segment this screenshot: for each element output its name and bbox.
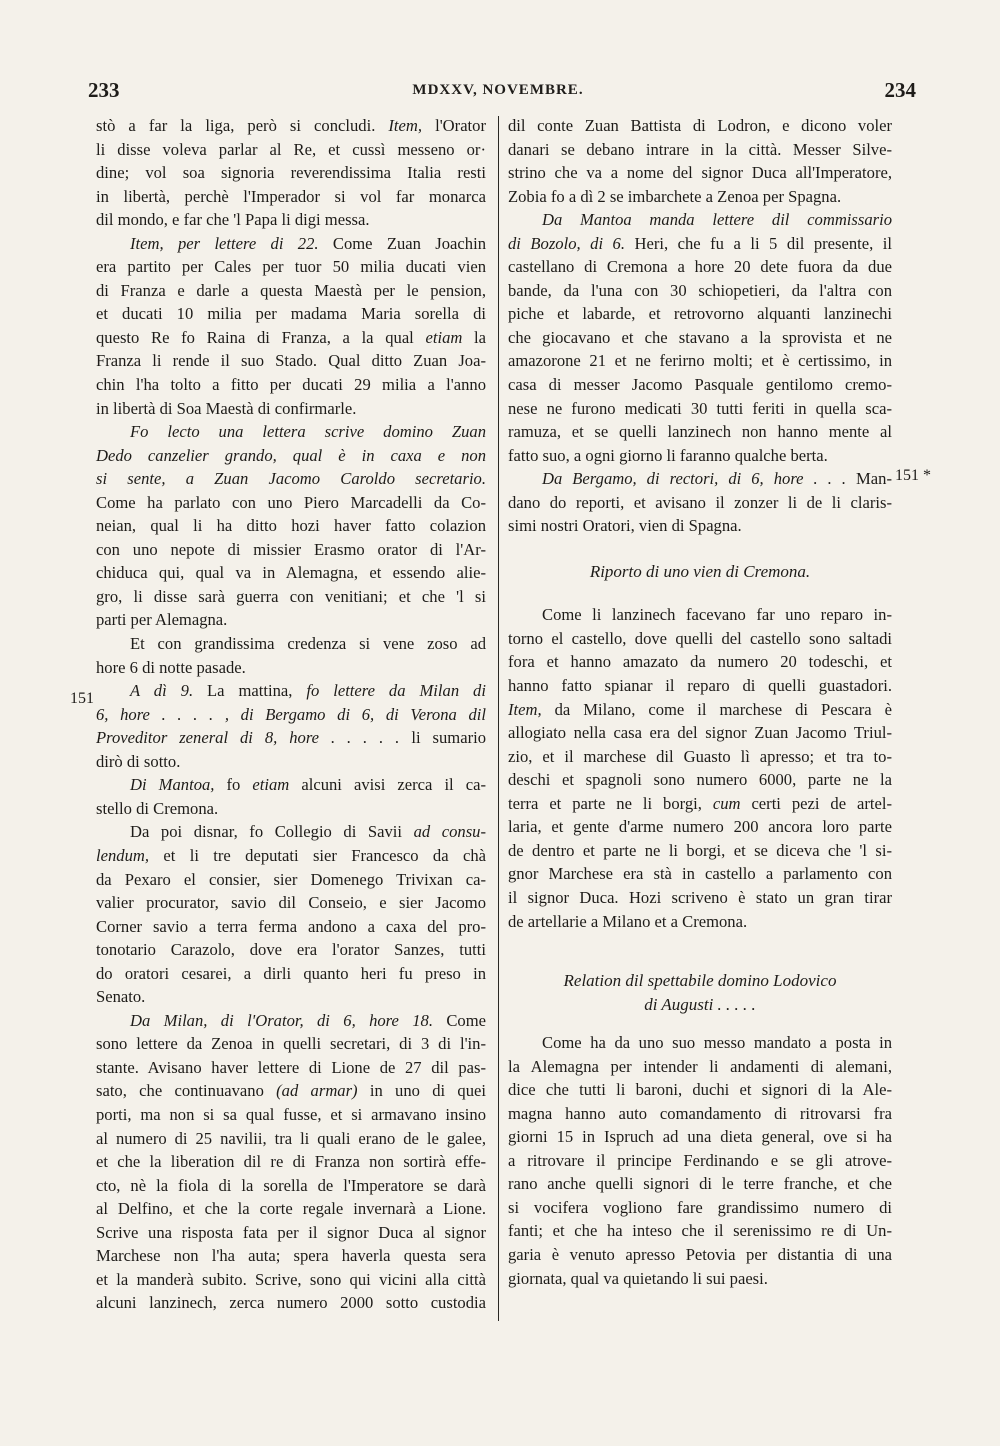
- text-line: tonotario Carazolo, dove era l'orator Sanzes, tutti: [96, 940, 486, 960]
- text-line: al numero di 25 navilii, tra li quali erano de le galee,: [96, 1128, 486, 1148]
- text-line: garia è venuto apresso Petovia per distantia di una: [508, 1244, 892, 1264]
- text-line: chiduca qui, qual va in Alemagna, et essendo alie-: [96, 563, 486, 583]
- text-line: piche et labarde, et retrovorno alquanti lanzinechi: [508, 304, 892, 324]
- text-line: Item, da Milano, come il marchese di Pescara è: [508, 699, 892, 719]
- text-line: il signor Duca. Hozi scriveno è stato un gran tirar: [508, 887, 892, 907]
- column-divider: [498, 116, 499, 1321]
- text-line: dirò di sotto.: [96, 751, 181, 771]
- right-column-section-c: [508, 1031, 892, 1290]
- text-line: Zobia fo a dì 2 se imbarchete a Zenoa per Spagna.: [508, 186, 842, 206]
- right-column-section-a: [508, 114, 892, 538]
- text-line: et che la liberation dil re di Franza non sortirà effe-: [96, 1152, 486, 1172]
- text-line: giornata, qual va quietando li sui paesi.: [508, 1268, 768, 1288]
- text-line: Come ha da uno suo messo mandato a posta in: [542, 1033, 892, 1053]
- text-line: Senato.: [96, 987, 146, 1007]
- text-line: era partito per Cales per tuor 50 milia ducati vien: [96, 257, 486, 277]
- text-line: in libertà di Soa Maestà di confirmarle.: [96, 398, 357, 418]
- text-line: Come ha parlato con uno Piero Marcadelli da Co-: [96, 492, 486, 512]
- right-margin-note: 151 *: [895, 467, 931, 484]
- text-line: Dedo canzelier grando, qual è in caxa e non: [96, 445, 486, 465]
- text-line: parti per Alemagna.: [96, 610, 228, 630]
- right-page-number: 234: [884, 78, 916, 102]
- text-line: et ducati 10 milia per madama Maria sorella di: [96, 304, 486, 324]
- text-line: dil mondo, e far che 'l Papa li digi messa.: [96, 210, 370, 230]
- text-line: fanti; et che ha inteso che il serenissimo re di Un-: [508, 1221, 892, 1241]
- text-line: nese ne furono medicati 30 tutti feriti in quella sca-: [508, 398, 892, 418]
- text-line: fatto suo, a ogni giorno li faranno qualche berta.: [508, 445, 828, 465]
- text-line: dano do reporti, et avisano il zonzer li de li claris-: [508, 492, 892, 512]
- text-line: porti, ma non si sa qual fusse, et si armavano insino: [96, 1104, 486, 1124]
- text-line: Franza li rende il suo Stado. Qual ditto Zuan Joa-: [96, 351, 486, 371]
- text-line: hanno fatto spianar il reparo di quelli guastadori.: [508, 676, 892, 696]
- text-line: stante. Avisano haver lettere di Lione de 27 dil pas-: [96, 1057, 486, 1077]
- text-line: dice che tutti li baroni, duchi et signori di la Ale-: [508, 1080, 892, 1100]
- text-line: sato, che continuavano (ad armar) in uno di quei: [96, 1081, 486, 1101]
- text-line: Da Milan, di l'Orator, di 6, hore 18. Come: [130, 1010, 486, 1030]
- text-line: con uno nepote di missier Erasmo orator di l'Ar-: [96, 539, 486, 559]
- text-line: Et con grandissima credenza si vene zoso ad: [130, 634, 486, 654]
- text-line: di Bozolo, di 6. Heri, che fu a li 5 dil presente, il: [508, 233, 892, 253]
- text-line: Da poi disnar, fo Collegio di Savii ad consu-: [130, 822, 486, 842]
- text-line: cto, nè la fiola di la sorella de l'Imperatore se darà: [96, 1175, 486, 1195]
- text-line: Item, per lettere di 22. Come Zuan Joachin: [130, 233, 486, 253]
- heading-line-1: Relation dil spettabile domino Lodovico: [563, 971, 837, 991]
- text-line: 6, hore . . . . , di Bergamo di 6, di Verona dil: [96, 704, 486, 724]
- running-title: MDXXV, NOVEMBRE.: [412, 82, 584, 98]
- text-line: fora et hanno amazato da numero 20 todeschi, et: [508, 652, 892, 672]
- page-header: [88, 78, 916, 108]
- text-line: deschi et spagnoli sono numero 6000, parte ne la: [508, 770, 892, 790]
- right-column-section-b: [508, 603, 892, 933]
- text-line: si sente, a Zuan Jacomo Caroldo secretario.: [96, 469, 486, 489]
- text-line: gnor Marchese era stà in castello a parlamento con: [508, 864, 892, 884]
- text-line: di Franza e darle a questa Maestà per le pension,: [96, 280, 486, 300]
- text-line: hore 6 di notte pasade.: [96, 657, 246, 677]
- text-line: gro, li disse sarà guerra con venitiani; et che 'l si: [96, 586, 486, 606]
- left-column: [96, 114, 486, 1315]
- text-line: de artellarie a Milano et a Cremona.: [508, 911, 748, 931]
- section-heading-relation: [508, 969, 892, 1017]
- left-page-number: 233: [88, 78, 120, 102]
- text-line: de dentro et parte ne li borgi, et se diceva che 'l si-: [508, 840, 892, 860]
- text-line: in libertà, perchè l'Imperador si vol far monarca: [96, 186, 486, 206]
- text-line: la Alemagna per intender li andamenti di alemani,: [508, 1056, 892, 1076]
- text-line: Proveditor zeneral di 8, hore . . . . . li sumario: [96, 728, 487, 748]
- text-line: dil conte Zuan Battista di Lodron, e dicono voler: [508, 116, 892, 135]
- text-line: Da Mantoa manda lettere dil commissario: [542, 210, 892, 230]
- right-column: [508, 114, 892, 1290]
- text-line: torno el castello, dove quelli del castello sono saltadi: [508, 628, 892, 648]
- text-line: A dì 9. La mattina, fo lettere da Milan di: [130, 681, 486, 701]
- text-line: neian, qual li ha ditto hozi haver fatto colazion: [96, 516, 486, 536]
- text-line: chin l'ha tolto a fitto per ducati 29 milia a l'anno: [96, 375, 486, 395]
- text-line: a ritrovare il principe Ferdinando e se gli atrove-: [508, 1150, 892, 1170]
- text-line: strino che va a nome del signor Duca all'Imperatore,: [508, 163, 892, 183]
- text-line: Di Mantoa, fo etiam alcuni avisi zerca il ca-: [130, 775, 486, 795]
- text-line: questo Re fo Raina di Franza, a la qual etiam la: [96, 327, 487, 347]
- text-line: Da Bergamo, di rectori, di 6, hore . . . Man-: [542, 469, 892, 489]
- text-line: Fo lecto una lettera scrive domino Zuan: [130, 422, 486, 442]
- text-line: stello di Cremona.: [96, 798, 219, 818]
- text-line: terra et parte ne li borgi, cum certi pezi de artel-: [508, 793, 893, 813]
- text-line: casa di messer Jacomo Pasquale gentilomo cremo-: [508, 375, 892, 395]
- text-line: Come li lanzinech facevano far uno reparo in-: [542, 605, 892, 625]
- text-line: simi nostri Oratori, vien di Spagna.: [508, 516, 742, 536]
- text-line: laria, et gente d'arme numero 200 ancora loro parte: [508, 817, 892, 837]
- text-line: Scrive una risposta fata per il signor Duca al signor: [96, 1222, 486, 1242]
- text-line: ramuza, et se quelli lanzinech non hanno mente al: [508, 422, 892, 442]
- text-line: bande, da l'una con 30 schiopetieri, da l'altra con: [508, 280, 892, 300]
- text-line: castellano di Cremona a hore 20 dete fuora da due: [508, 257, 892, 277]
- text-line: li disse voleva parlar al Re, et cussì messeno or·: [96, 139, 486, 159]
- text-line: dine; vol soa signoria reverendissima Italia resti: [96, 163, 486, 183]
- text-line: alcuni lanzinech, zerca numero 2000 sotto custodia: [96, 1293, 486, 1313]
- text-line: zio, et il marchese dil Guasto lì apresso; et tra to-: [508, 746, 892, 766]
- text-line: che giocavano et che stavano a la sprovista et ne: [508, 327, 892, 347]
- text-line: giorni 15 in Ispruch ad una dieta general, ove si ha: [508, 1127, 892, 1147]
- text-line: danari se debano intrare in la città. Messer Silve-: [508, 139, 892, 159]
- text-line: al Delfino, et che la corte regale invernarà a Lione.: [96, 1199, 486, 1219]
- text-line: si vocifera vogliono fare grandissimo numero di: [508, 1197, 892, 1217]
- text-line: lendum, et li tre deputati sier Francesco da chà: [96, 845, 486, 865]
- text-line: et la manderà subito. Scrive, sono qui vicini alla città: [96, 1269, 486, 1289]
- text-line: allogiato nella casa era del signor Zuan Jacomo Triul-: [508, 723, 892, 743]
- text-line: rano anche quelli signori di le terre franche, et che: [508, 1174, 892, 1194]
- heading-line-2: di Augusti . . . . .: [644, 995, 756, 1015]
- text-line: valier procurator, savio dil Conseio, e sier Jacomo: [96, 893, 486, 913]
- left-margin-note: 151: [70, 690, 94, 707]
- text-line: stò a far la liga, però si concludi. Item, l'Orator: [96, 116, 486, 135]
- text-line: Corner savio a terra ferma andono a caxa del pro-: [96, 916, 486, 936]
- section-heading-riporto: Riporto di uno vien di Cremona.: [589, 561, 811, 581]
- text-line: Marchese non l'ha auta; spera haverla questa sera: [96, 1246, 486, 1266]
- text-line: da Pexaro el consier, sier Domenego Trivixan ca-: [96, 869, 486, 889]
- text-line: magna hanno auto comandamento di ritrovarsi fra: [508, 1103, 892, 1123]
- text-line: do oratori cesarei, a dirli quanto heri fu preso in: [96, 963, 486, 983]
- text-line: sono lettere da Zenoa in quelli secretari, di 3 di l'in-: [96, 1034, 486, 1054]
- text-line: amazorone 21 et ne ferirno molti; et è certissimo, in: [508, 351, 892, 371]
